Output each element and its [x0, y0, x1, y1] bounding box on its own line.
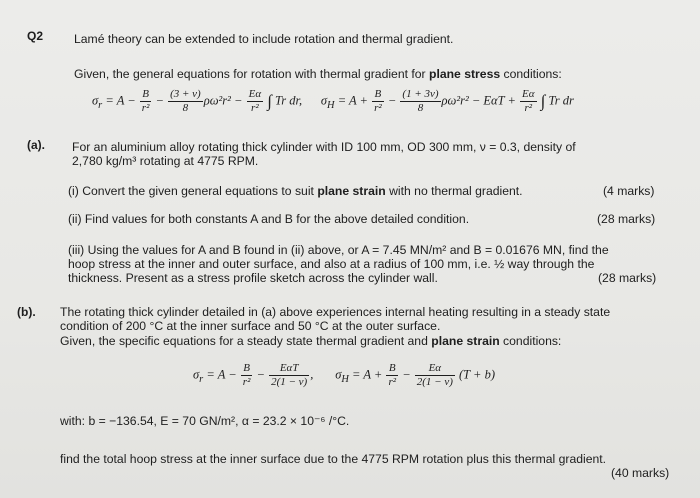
sigma-r-subscript: r — [199, 373, 204, 385]
frac-num: B — [372, 88, 384, 102]
frac-num: B — [386, 362, 398, 376]
integrand: Tr dr — [548, 93, 574, 108]
with-line: with: b = −136.54, E = 70 GN/m², α = 23.2 × 10⁻⁶ /°C. — [60, 414, 350, 428]
part-a-iii-line1: (iii) Using the values for A and B found in (ii) above, or A = 7.45 MN/m² and B = 0.01676 MN, find the — [68, 243, 609, 257]
integral-sign: ∫ — [267, 91, 272, 111]
sigma-h-symbol: σ — [335, 367, 342, 382]
frac-num: Eα — [415, 362, 455, 376]
sigma-r-subscript: r — [98, 99, 103, 111]
fraction-b-over-r2 — [372, 88, 384, 115]
part-a-i-bold: plane strain — [317, 184, 386, 198]
part-a-i — [68, 184, 523, 198]
integrand: Tr dr, — [275, 93, 303, 108]
fraction-b-over-r2 — [241, 362, 253, 389]
eq1-a-plus: = A + — [334, 93, 368, 108]
frac-den: 2(1 − ν) — [271, 376, 308, 388]
fraction-13v-over-8 — [400, 88, 440, 115]
frac-num: (1 + 3ν) — [402, 88, 439, 100]
fraction-3v-over-8 — [168, 88, 203, 115]
minus-sign: − — [230, 93, 246, 108]
part-b-line3-bold: plane strain — [431, 334, 500, 348]
frac-den: 8 — [417, 102, 424, 114]
equation-plane-strain — [193, 362, 495, 389]
given-prefix: Given, the general equations for rotation with thermal gradient for — [74, 67, 429, 81]
part-a-i-suffix: with no thermal gradient. — [385, 184, 523, 198]
part-b-line3 — [60, 334, 561, 348]
fraction-ealpha-over-r2 — [247, 88, 264, 115]
rho-omega-term: ρω²r² — [441, 93, 469, 108]
part-a-iii-line3: thickness. Present as a stress profile sketch across the cylinder wall. — [68, 271, 438, 285]
part-a-line2: 2,780 kg/m³ rotating at 4775 RPM. — [72, 154, 259, 168]
given-text — [74, 67, 562, 81]
frac-num: B — [140, 88, 152, 102]
integral-sign: ∫ — [540, 91, 546, 111]
part-b-line2: condition of 200 °C at the inner surface and 50 °C at the outer surface. — [60, 319, 441, 333]
sigma-h-subscript: H — [327, 99, 335, 111]
minus-sign: − — [253, 367, 269, 382]
frac-den: r² — [388, 376, 397, 388]
frac-num: (3 + ν) — [170, 88, 201, 100]
comma: , — [310, 367, 314, 382]
final-marks: (40 marks) — [611, 466, 670, 480]
part-a-ii: (ii) Find values for both constants A and B for the above detailed condition. — [68, 212, 470, 226]
minus-sign: − — [399, 367, 414, 382]
part-b-label: (b). — [17, 305, 36, 319]
frac-den: r² — [374, 102, 382, 114]
given-bold: plane stress — [429, 67, 501, 81]
sigma-r-symbol: σ — [193, 367, 200, 382]
part-a-iii-marks: (28 marks) — [598, 271, 657, 285]
eq2-a-plus: = A + — [348, 367, 383, 382]
frac-num: B — [241, 362, 253, 376]
fraction-b-over-r2 — [140, 88, 152, 115]
frac-den: 8 — [182, 102, 189, 114]
minus-sign: − — [384, 93, 400, 108]
frac-num: Eα — [248, 88, 262, 100]
minus-sign: − — [152, 93, 168, 108]
sigma-r-symbol: σ — [92, 93, 99, 108]
frac-den: r² — [251, 102, 259, 114]
part-a-label: (a). — [27, 138, 45, 152]
frac-den: r² — [524, 102, 533, 114]
part-a-i-prefix: (i) Convert the given general equations to suit — [68, 184, 318, 198]
fraction-ealphat-over-2-1-v — [269, 362, 309, 389]
sigma-h-symbol: σ — [320, 93, 328, 108]
ealpha-t-term: − EαT + — [468, 93, 520, 108]
part-a-iii-line2: hoop stress at the inner and outer surface, and also at a radius of 100 mm, i.e. ½ way through the — [68, 257, 595, 271]
given-suffix: conditions: — [500, 67, 562, 81]
question-number: Q2 — [27, 29, 44, 43]
sigma-h-subscript: H — [341, 373, 349, 385]
eq1-a-minus: = A − — [102, 93, 136, 108]
part-a-line1: For an aluminium alloy rotating thick cylinder with ID 100 mm, OD 300 mm, ν = 0.3, density of — [72, 140, 576, 154]
eq2-a-minus: = A − — [203, 367, 237, 382]
intro-text: Lamé theory can be extended to include rotation and thermal gradient. — [74, 32, 454, 46]
t-plus-b-term: (T + b) — [459, 367, 496, 382]
fraction-ealpha-over-2-1-v — [415, 362, 455, 389]
equation-plane-stress — [92, 88, 574, 115]
fraction-ealpha-over-r2 — [520, 88, 537, 115]
rho-omega-term: ρω²r² — [203, 93, 231, 108]
frac-num: Eα — [522, 88, 535, 100]
frac-num: EαT — [269, 362, 309, 376]
frac-den: r² — [141, 102, 150, 114]
final-line: find the total hoop stress at the inner surface due to the 4775 RPM rotation plus this thermal gradient. — [60, 452, 607, 466]
frac-den: 2(1 − ν) — [416, 376, 453, 388]
fraction-b-over-r2 — [386, 362, 398, 389]
part-b-line3-prefix: Given, the specific equations for a steady state thermal gradient and — [60, 334, 432, 348]
part-b-line3-suffix: conditions: — [499, 334, 562, 348]
part-b-line1: The rotating thick cylinder detailed in (a) above experiences internal heating resulting in a steady state — [60, 305, 611, 319]
part-a-i-marks: (4 marks) — [603, 184, 655, 198]
frac-den: r² — [242, 376, 251, 388]
part-a-ii-marks: (28 marks) — [597, 212, 656, 226]
